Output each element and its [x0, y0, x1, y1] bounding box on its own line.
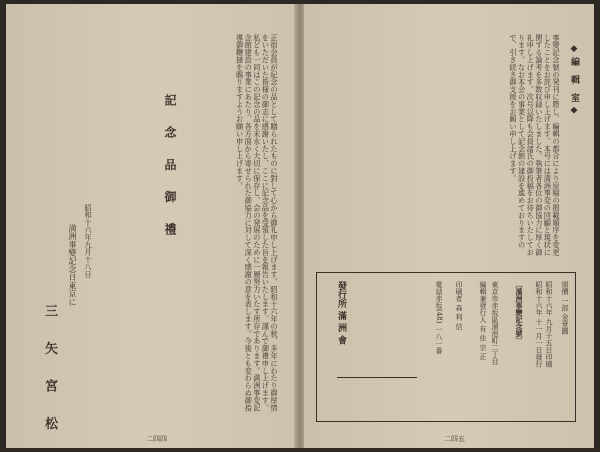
date-line: 昭和十六年九月十八日 [84, 204, 93, 278]
editorial-heading: ◆編 輯 室◆ [569, 44, 579, 119]
right-body-text: 事變記念號の発刊に際し、編輯の都合により原稿の掲載順序を変更したことをお詫び申し上げます。本号には満洲事変の回顧と現状に関する論考を多数収録いたしました。執筆者各位の御協力に厚く御礼申し上げます。次号以降も会員諸氏の御投稿をお待ちいたしております。なお本会の事業として記念館の建設を進めておりますので、引き続き御支援をお願い申し上げます。 [509, 34, 561, 256]
left-page-number: 二四四 [146, 435, 167, 443]
right-page [304, 4, 594, 448]
colophon-address: 東京市赤坂區溜池町二丁目 [491, 281, 499, 365]
right-page-number: 二四五 [444, 435, 465, 443]
colophon-box [316, 272, 576, 422]
colophon-printer: 印刷者 森 利 信 [455, 281, 463, 330]
colophon-editor: 編輯兼發行人 有 住 宗 正 [479, 281, 487, 360]
colophon-published: 昭和十六年 十一月一日發行 [535, 281, 543, 368]
book-spread [6, 4, 594, 448]
left-body-text: 正宿会員が紀念の品として贈られたものに對して心から御礼申し上げます。昭和十六年の秋、多年にわたり御厚情をいただいた皆様の御志に感謝いたし、ここに記念品を受領した旨を報告いたします。謹んで御禮申し上げます。私ども一同はこの記念の品を末永く大切に保存し、会の発展のために一層努力いたす所存であります。満洲事変記念館建設の事業にあたり、各方面から寄せられた御協力に対して深く感謝の意を表します。今後とも変わらぬ御指導御鞭撻を賜りますようお願い申し上げます。 [235, 34, 279, 412]
colophon-price: 頒價 一部 金壹圓 [561, 281, 569, 335]
left-page [6, 4, 296, 448]
left-page-title: 記 念 品 御 禮 [163, 94, 177, 243]
author-name: 三 矢 宮 松 [42, 304, 57, 440]
colophon-publisher: 發行所 滿 洲 會 [336, 281, 346, 345]
org-line: 満洲事變記念日東京に [68, 224, 77, 306]
colophon-divider [337, 377, 417, 378]
colophon-title: 〔滿洲事變記念號〕 [515, 281, 524, 344]
colophon-tel: 電話赤坂(48) 一八一番 [435, 281, 443, 354]
colophon-printed: 昭和十六年 九月十五日印刷 [545, 281, 553, 368]
